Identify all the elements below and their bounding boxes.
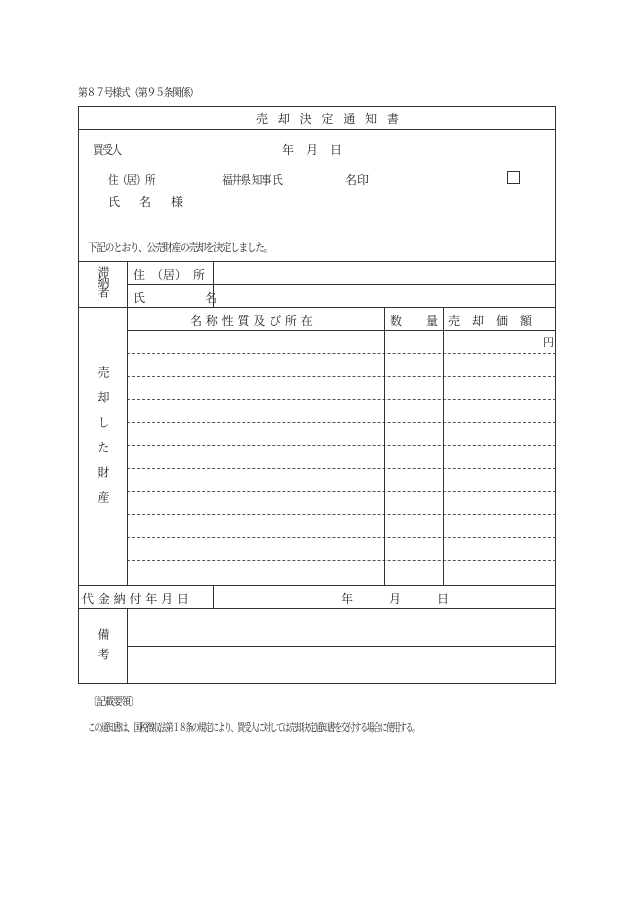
property-row-line [127,514,556,515]
price-column-divider [443,307,444,585]
payment-value-divider [213,585,214,608]
property-row-line [127,537,556,538]
property-price-header: 売 却 価 額 [448,314,533,328]
label-column-divider [127,261,128,585]
property-row-line [127,353,556,354]
remarks-row-divider [127,646,556,647]
title-divider [78,129,556,130]
delinquent-address-label: 住 （居） 所 [133,268,206,282]
document-title: 売 却 決 定 通 知 書 [256,112,402,126]
delinquent-name-label: 氏 名 [133,291,218,305]
seal-mark: 名印 [345,173,370,187]
notice-text: 下記のとおり、公売財産の売却を決定しました。 [88,241,272,254]
recipient-address-label: 住（居）所 [108,173,155,187]
notice-divider [78,261,556,262]
property-quantity-header: 数 量 [390,314,439,328]
property-row-line [127,399,556,400]
director-name: 福井県 知事 氏 [222,173,282,187]
notes-text: この通知書は、国税徴収法第１８条の規定により、買受人に対しては売却決定通知書を交付する場合に使用する。 [88,721,419,734]
delinquent-row-divider [127,284,556,285]
property-row-line [127,468,556,469]
property-row-line [127,376,556,377]
honorific: 様 [171,195,184,209]
property-row-line [127,422,556,423]
property-row-line [127,445,556,446]
notes-heading: 〔記載要領〕 [88,695,139,708]
recipient-name-label: 氏 [108,195,121,209]
seal-checkbox[interactable] [507,171,520,184]
issue-date: 年 月 日 [282,143,343,157]
property-row-line [127,560,556,561]
payment-divider [78,608,556,609]
quantity-column-divider [384,307,385,585]
delinquent-divider [78,307,556,308]
recipient-name-label-2: 名 [139,195,152,209]
property-row-line [127,491,556,492]
payment-date-label: 代 金 納 付 年 月 日 [82,592,189,606]
remarks-label: 備考 [96,628,110,668]
property-name-header: 名 称 性 質 及 び 所 在 [190,314,313,328]
recipient-prefix: 買受人 [93,143,121,157]
payment-date-value: 年 月 日 [341,592,450,606]
delinquent-label: 滞納者 [96,266,110,296]
remarks-column-divider [127,608,128,684]
yen-unit: 円 [543,336,554,349]
form-number: 第８７号様式（第９５条関係） [78,86,198,99]
property-header-divider [127,330,556,331]
property-section-label: 売却した財産 [96,366,110,516]
property-divider [78,585,556,586]
